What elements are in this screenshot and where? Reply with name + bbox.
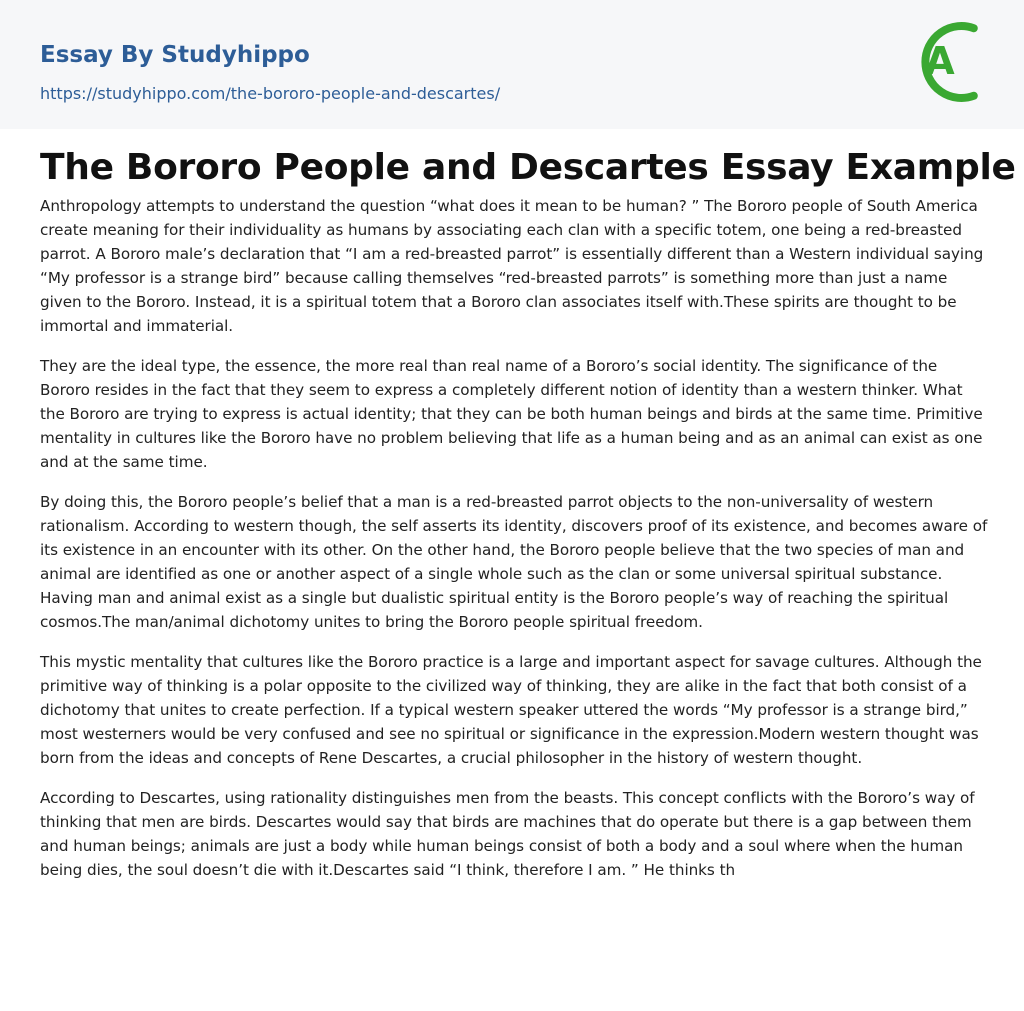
essay-paragraph-4: This mystic mentality that cultures like the Bororo practice is a large and important aspect for savage cultures. Although the primitive way of thinking is a polar opposite to the civilized way of thinking, they are alike in the fact that both consist of a dichotomy that unites to create perfection. If a typical western speaker uttered the words “My professor is a strange bird,” most westerners would be very confused and see no spiritual or significance in the expression.Modern western thought was born from the ideas and concepts of Rene Descartes, a crucial philosopher in the history of western thought.: [40, 653, 982, 767]
page-url-link[interactable]: https://studyhippo.com/the-bororo-people-and-descartes/: [40, 84, 501, 103]
essay-paragraph-3: By doing this, the Bororo people’s belief that a man is a red-breasted parrot objects to the non-universality of western rationalism. According to western though, the self asserts its identity, discovers proof of its existence, and becomes aware of its existence in an encounter with its other. On the other hand, the Bororo people believe that the two species of man and animal are identified as one or another aspect of a single whole such as the clan or some universal spiritual substance. Having man and animal exist as a single but dualistic spiritual entity is the Bororo people’s way of reaching the spiritual cosmos.The man/animal dichotomy unites to bring the Bororo people spiritual freedom.: [40, 493, 988, 631]
site-brand[interactable]: Essay By Studyhippo: [40, 42, 310, 68]
essay-title: The Bororo People and Descartes Essay Example: [40, 147, 1016, 188]
essay-paragraph-2: They are the ideal type, the essence, the more real than real name of a Bororo’s social identity. The significance of the Bororo resides in the fact that they seem to express a completely different notion of identity than a western thinker. What the Bororo are trying to express is actual identity; that they can be both human beings and birds at the same time. Primitive mentality in cultures like the Bororo have no problem believing that life as a human being and as an animal can exist as one and at the same time.: [40, 357, 983, 471]
essay-body: [40, 194, 990, 898]
essay-paragraph-1: Anthropology attempts to understand the question “what does it mean to be human? ” The Bororo people of South America create meaning for their individuality as humans by associating each clan with a specific totem, one being a red-breasted parrot. A Bororo male’s declaration that “I am a red-breasted parrot” is essentially different than a Western individual saying “My professor is a strange bird” because calling themselves “red-breasted parrots” is something more than just a name given to the Bororo. Instead, it is a spiritual totem that a Bororo clan associates itself with.These spirits are thought to be immortal and immaterial.: [40, 197, 984, 335]
essay-paragraph-5: According to Descartes, using rationality distinguishes men from the beasts. This concept conflicts with the Bororo’s way of thinking that men are birds. Descartes would say that birds are machines that do operate but there is a gap between them and human beings; animals are just a body while human beings consist of both a body and a soul where when the human being dies, the soul doesn’t die with it.Descartes said “I think, therefore I am. ” He thinks th: [40, 789, 975, 879]
logo-letter: A: [925, 39, 955, 83]
